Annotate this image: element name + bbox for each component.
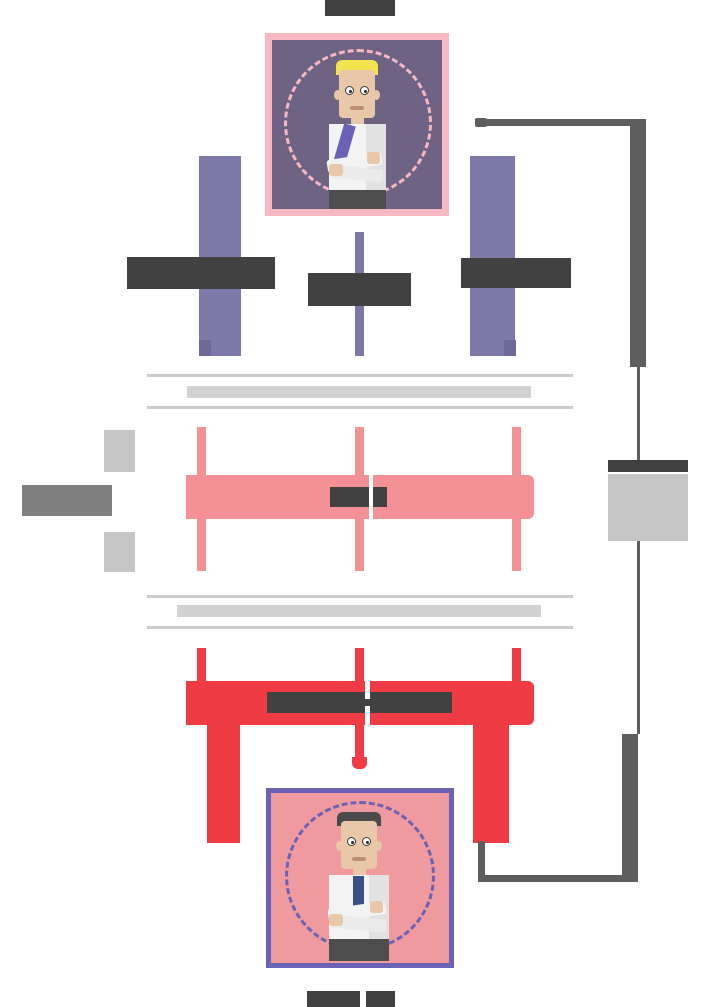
rule-1: [147, 374, 573, 377]
top-avatar-eye-right: [360, 86, 369, 95]
bottom-avatar-pupil-right: [366, 841, 369, 844]
connector-right-vertical-lower: [622, 734, 638, 882]
bottom-avatar-mouth: [352, 857, 366, 861]
bottom-avatar-head: [341, 821, 377, 869]
pink-bar-notch: [369, 475, 373, 519]
pink-center-label: [330, 487, 387, 507]
top-avatar-ear-left: [334, 90, 341, 100]
bottom-avatar-eye-left: [347, 837, 356, 846]
right-node-header: [608, 460, 688, 472]
bottom-avatar-ear-left: [336, 841, 343, 851]
bottom-avatar-eye-right: [362, 837, 371, 846]
bottom-avatar: [266, 788, 454, 968]
top-title-label: [325, 0, 395, 16]
top-avatar-mouth: [350, 106, 364, 110]
upper-right-label: [461, 258, 571, 288]
red-stem-center-tip: [352, 757, 367, 769]
purple-pillar-left: [199, 156, 241, 356]
top-avatar-pupil-left: [349, 90, 352, 93]
connector-top-arrow: [475, 118, 487, 127]
red-leg-left-top: [207, 725, 240, 745]
red-center-label: [267, 692, 452, 713]
connector-bottom-horizontal: [478, 875, 638, 882]
top-avatar-pupil-right: [364, 90, 367, 93]
connector-top-horizontal: [475, 119, 645, 126]
left-chip-upper: [104, 430, 135, 472]
purple-pillar-left-foot: [199, 340, 211, 356]
connector-right-vertical-upper: [630, 119, 646, 367]
bottom-avatar-hand-right: [370, 901, 383, 913]
bottom-label-right: [366, 991, 395, 1007]
bottom-avatar-pants: [329, 939, 389, 961]
top-avatar-person: [272, 40, 442, 210]
rule-band-1: [187, 386, 531, 398]
upper-center-label: [308, 273, 411, 306]
rule-band-2: [177, 605, 541, 617]
rule-3: [147, 595, 573, 598]
top-avatar-hand-right: [367, 152, 380, 164]
purple-pillar-right-foot: [504, 340, 516, 356]
red-bar-notch-bottom: [365, 706, 370, 725]
bottom-avatar-ear-right: [375, 841, 382, 851]
red-leg-left-foot: [220, 812, 240, 843]
red-bar-notch-top: [365, 681, 370, 699]
left-label: [22, 485, 112, 516]
connector-right-thin-upper: [637, 367, 640, 464]
top-avatar-ear-right: [373, 90, 380, 100]
top-avatar-hand-left: [329, 164, 343, 176]
bottom-avatar-pupil-left: [351, 841, 354, 844]
purple-pillar-right: [470, 156, 515, 356]
rule-4: [147, 626, 573, 629]
bottom-label-left: [307, 991, 360, 1007]
top-avatar-eye-left: [345, 86, 354, 95]
left-chip-lower: [104, 532, 135, 572]
red-leg-right-foot: [473, 812, 493, 843]
top-avatar-head: [339, 70, 375, 118]
top-avatar: [265, 33, 449, 216]
right-node-body: [608, 474, 688, 541]
bottom-avatar-person: [271, 793, 451, 968]
connector-bottom-riser: [478, 841, 485, 881]
rule-2: [147, 406, 573, 409]
bottom-avatar-hand-left: [329, 914, 343, 926]
upper-left-label: [127, 257, 275, 289]
top-avatar-pants: [329, 190, 386, 209]
connector-right-thin-lower: [637, 541, 640, 734]
